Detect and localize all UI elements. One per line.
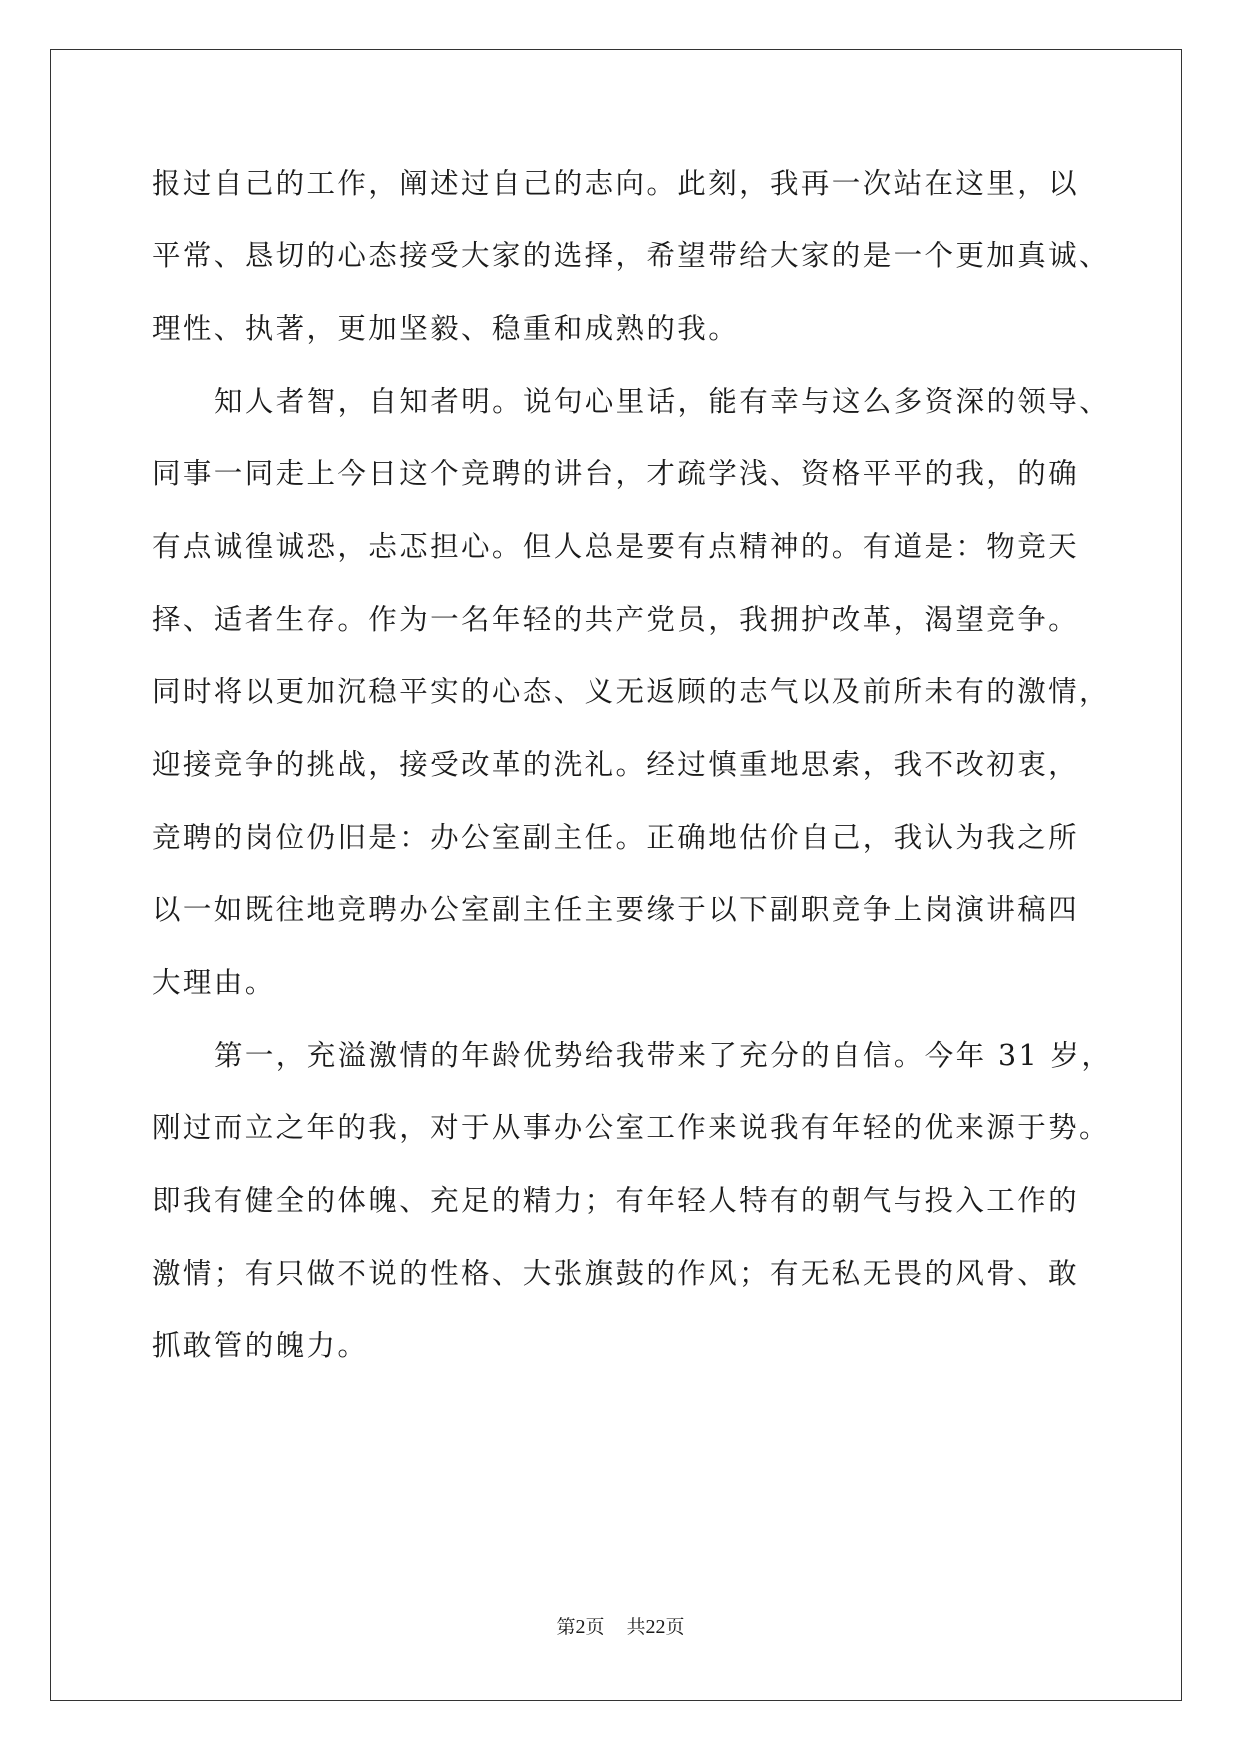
total-page-count: 22 bbox=[645, 1616, 666, 1638]
paragraph-line: 平常、恳切的心态接受大家的选择，希望带给大家的是一个更加真诚、 bbox=[152, 239, 1110, 272]
paragraph-line: 激情；有只做不说的性格、大张旗鼓的作风；有无私无畏的风骨、敢 bbox=[152, 1257, 1080, 1290]
footer-total-prefix: 共 bbox=[626, 1616, 646, 1638]
paragraph-line: 报过自己的工作，阐述过自己的志向。此刻，我再一次站在这里，以 bbox=[152, 167, 1080, 200]
paragraph-line: 刚过而立之年的我，对于从事办公室工作来说我有年轻的优来源于势。 bbox=[152, 1111, 1110, 1144]
footer-prefix: 第 bbox=[556, 1616, 576, 1638]
current-page-number: 2 bbox=[575, 1616, 586, 1638]
paragraph-line: 大理由。 bbox=[152, 966, 276, 999]
paragraph-line: 竞聘的岗位仍旧是：办公室副主任。正确地估价自己，我认为我之所 bbox=[152, 821, 1080, 854]
page-number-footer bbox=[0, 1615, 1241, 1639]
footer-page-word: 页 bbox=[585, 1616, 605, 1638]
paragraph-line: 理性、执著，更加坚毅、稳重和成熟的我。 bbox=[152, 312, 740, 345]
paragraph-line: 同时将以更加沉稳平实的心态、义无返顾的志气以及前所未有的激情， bbox=[152, 675, 1110, 708]
paragraph-line: 迎接竞争的挑战，接受改革的洗礼。经过慎重地思索，我不改初衷， bbox=[152, 748, 1080, 781]
page-border bbox=[50, 49, 1182, 1701]
paragraph-line: 有点诚徨诚恐，忐忑担心。但人总是要有点精神的。有道是：物竞天 bbox=[152, 530, 1080, 563]
paragraph-first-line: 知人者智，自知者明。说句心里话，能有幸与这么多资深的领导、 bbox=[214, 385, 1111, 418]
paragraph-line: 即我有健全的体魄、充足的精力；有年轻人特有的朝气与投入工作的 bbox=[152, 1184, 1080, 1217]
paragraph-line: 以一如既往地竞聘办公室副主任主要缘于以下副职竞争上岗演讲稿四 bbox=[152, 893, 1080, 926]
paragraph-line: 择、适者生存。作为一名年轻的共产党员，我拥护改革，渴望竞争。 bbox=[152, 603, 1080, 636]
paragraph-line: 抓敢管的魄力。 bbox=[152, 1329, 369, 1362]
paragraph-first-line: 第一，充溢激情的年龄优势给我带来了充分的自信。今年 31 岁， bbox=[214, 1039, 1113, 1072]
paragraph-line: 同事一同走上今日这个竞聘的讲台，才疏学浅、资格平平的我，的确 bbox=[152, 457, 1080, 490]
footer-total-suffix: 页 bbox=[665, 1616, 685, 1638]
